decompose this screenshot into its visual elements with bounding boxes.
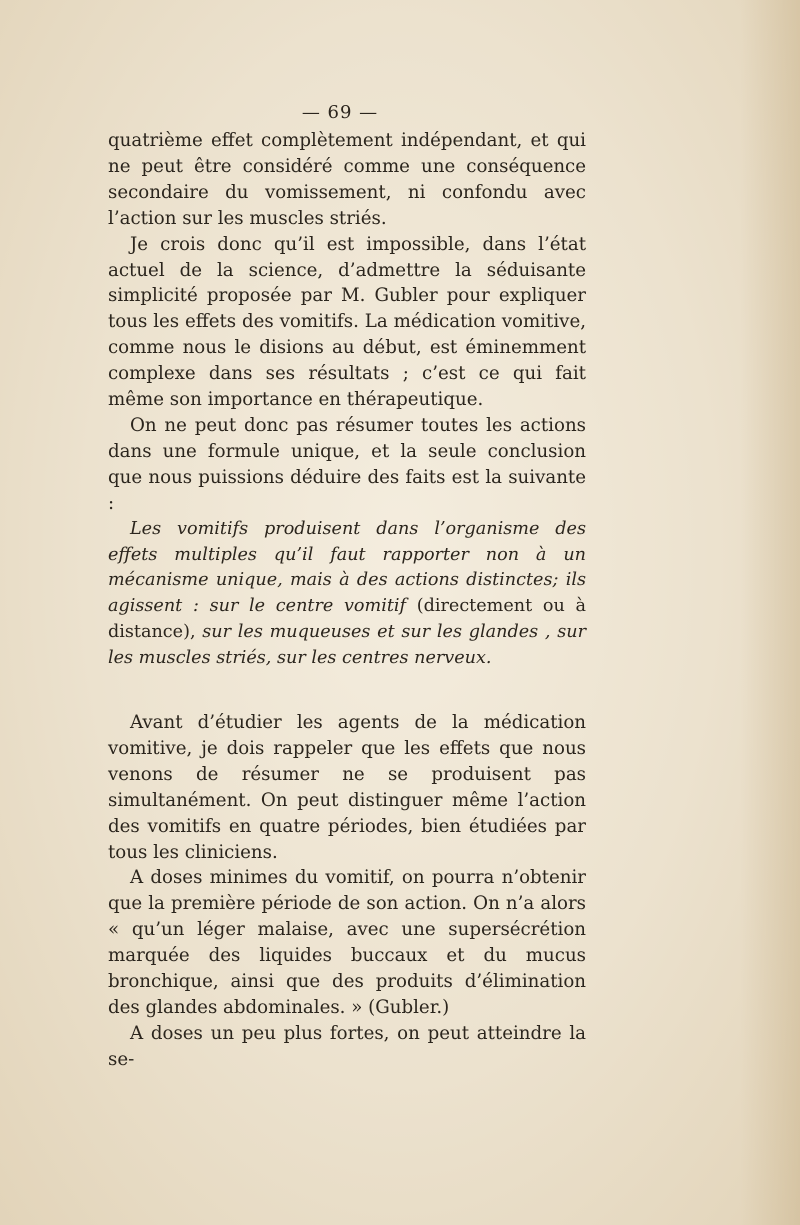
conclusion-italic-b: sur les muqueuses et sur les glandes , sur les muscles striés, sur les centres nerveux. xyxy=(108,622,586,669)
page-edge-shadow xyxy=(740,0,800,1225)
conclusion-roman: (directement ou à distance), xyxy=(108,596,586,643)
paragraph-6: A doses minimes du vomitif, on pourra n’obtenir que la première période de son action. On n’a alors « qu’un léger malaise, avec une supersécrétion marquée des liquides buccaux et du mucus bronchique, ainsi que des produits d’élimination des glandes abdominales. » (Gubler.) xyxy=(108,867,586,1018)
conclusion-italic-a: Les vomitifs produisent dans l’organisme des effets multiples qu’il faut rapporter non à un mécanisme unique, mais à des actions distinctes; ils agissent : sur le centre vomitif xyxy=(108,518,586,617)
paragraph-5: Avant d’étudier les agents de la médication vomitive, je dois rappeler que les effets que nous venons de résumer ne se produisent pas simultanément. On peut distinguer même l’action des vomitifs en quatre périodes, bien étudiées par tous les cliniciens. xyxy=(108,712,586,863)
body-text xyxy=(108,128,586,1073)
paragraph-3: On ne peut donc pas résumer toutes les actions dans une formule unique, et la seule conclusion que nous puissions déduire des faits est la suivante : xyxy=(108,414,586,514)
page-number: — 69 — xyxy=(301,102,379,123)
conclusion-paragraph xyxy=(108,517,586,672)
paragraph-1: quatrième effet complètement indépendant, et qui ne peut être considéré comme une conséquence secondaire du vomissement, ni confondu avec l’action sur les muscles striés. xyxy=(108,130,586,229)
paragraph-2: Je crois donc qu’il est impossible, dans l’état actuel de la science, d’admettre la séduisante simplicité proposée par M. Gubler pour expliquer tous les effets des vomitifs. La médication vomitive, comme nous le disions au début, est éminemment complexe dans ses résultats ; c’est ce qui fait même son importance en thérapeutique. xyxy=(108,233,586,411)
paragraph-7: A doses un peu plus fortes, on peut atteindre la se- xyxy=(108,1022,586,1070)
